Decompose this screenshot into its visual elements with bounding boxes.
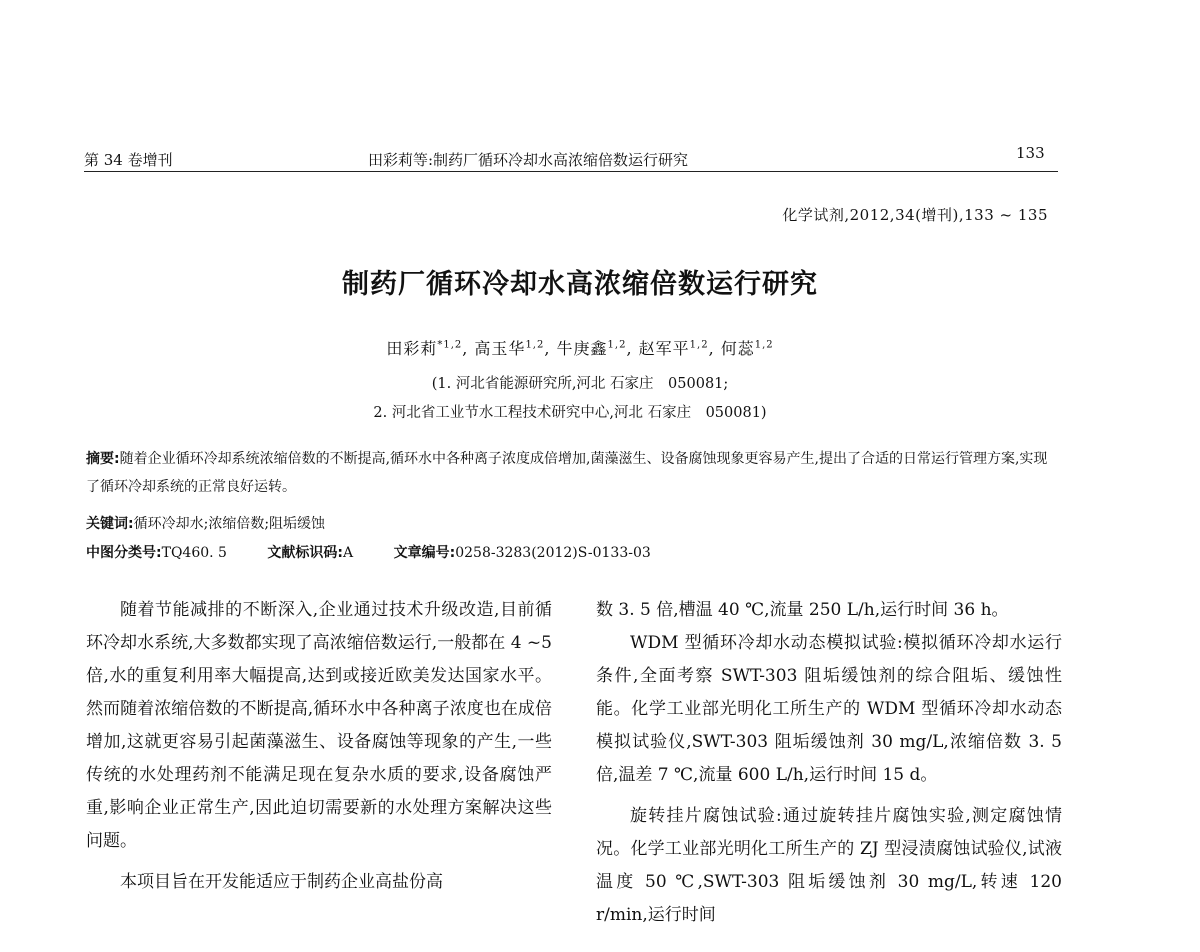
keywords-text: 循环冷却水;浓缩倍数;阻垢缓蚀 [133, 516, 326, 532]
paragraph: 数 3. 5 倍,槽温 40 ℃,流量 250 L/h,运行时间 36 h。 [596, 600, 1009, 620]
abstract-label: 摘要: [86, 451, 120, 467]
journal-volume: 第 34 卷增刊 [84, 151, 173, 169]
classification-line [86, 542, 1058, 562]
paper-title: 制药厂循环冷却水高浓缩倍数运行研究 [342, 269, 818, 300]
paragraph: 旋转挂片腐蚀试验:通过旋转挂片腐蚀实验,测定腐蚀情况。化学工业部光明化工所生产的 ZJ 型浸渍腐蚀试验仪,试液温度 50 ℃,SWT-303 阻垢缓蚀剂 30 mg/L,转速 120 r/min,运行时间 [596, 806, 1062, 925]
abstract-text: 随着企业循环冷却系统浓缩倍数的不断提高,循环水中各种离子浓度成倍增加,菌藻滋生、设备腐蚀现象更容易产生,提出了合适的日常运行管理方案,实现了循环冷却系统的正常良好运转。 [86, 451, 1048, 495]
paragraph: 本项目旨在开发能适应于制药企业高盐份高 [120, 872, 443, 892]
body-column-left [86, 594, 552, 899]
author: 牛庚鑫$^{1,2}$, [556, 339, 633, 358]
article-number: 文章编号:0258-3283(2012)S-0133-03 [393, 545, 651, 561]
paragraph: 随着节能减排的不断深入,企业通过技术升级改造,目前循环冷却水系统,大多数都实现了高浓缩倍数运行,一般都在 4 ~5 倍,水的重复利用率大幅提高,达到或接近欧美发达国家水平。然而随着浓缩倍数的不断提高,循环水中各种离子浓度也在成倍增加,这就更容易引起菌藻滋生、设备腐蚀等现象的产生,一些传统的水处理药剂不能满足现在复杂水质的要求,设备腐蚀严重,影响企业正常生产,因此迫切需要新的水处理方案解决这些问题。 [86, 600, 552, 851]
header-divider [84, 171, 1058, 172]
paragraph: WDM 型循环冷却水动态模拟试验:模拟循环冷却水运行条件,全面考察 SWT-303 阻垢缓蚀剂的综合阻垢、缓蚀性能。化学工业部光明化工所生产的 WDM 型循环冷却水动态模拟试验仪,SWT-303 阻垢缓蚀剂 30 mg/L,浓缩倍数 3. 5 倍,温差 7 ℃,流量 600 L/h,运行时间 15 d。 [596, 633, 1062, 785]
keywords [86, 513, 325, 533]
abstract [86, 445, 1058, 501]
citation: 化学试剂,2012,34(增刊),133 ~ 135 [782, 206, 1048, 224]
body-column-right [596, 594, 1062, 932]
keywords-label: 关键词: [86, 516, 134, 532]
page-number: 133 [1016, 144, 1045, 162]
affiliation-1: (1. 河北省能源研究所,河北 石家庄 050081; [431, 376, 729, 392]
clc-number: 中图分类号:TQ460. 5 [86, 545, 227, 561]
author: 何蕊$^{1,2}$ [720, 339, 774, 358]
author: 高玉华$^{1,2}$, [474, 339, 551, 358]
author-list [0, 336, 1160, 359]
document-code: 文献标识码:A [267, 545, 354, 561]
author: 田彩莉$^{*1,2}$, [386, 339, 469, 358]
running-title: 田彩莉等:制药厂循环冷却水高浓缩倍数运行研究 [368, 151, 689, 169]
affiliation-2: 2. 河北省工业节水工程技术研究中心,河北 石家庄 050081) [373, 405, 767, 421]
author: 赵军平$^{1,2}$, [638, 339, 715, 358]
